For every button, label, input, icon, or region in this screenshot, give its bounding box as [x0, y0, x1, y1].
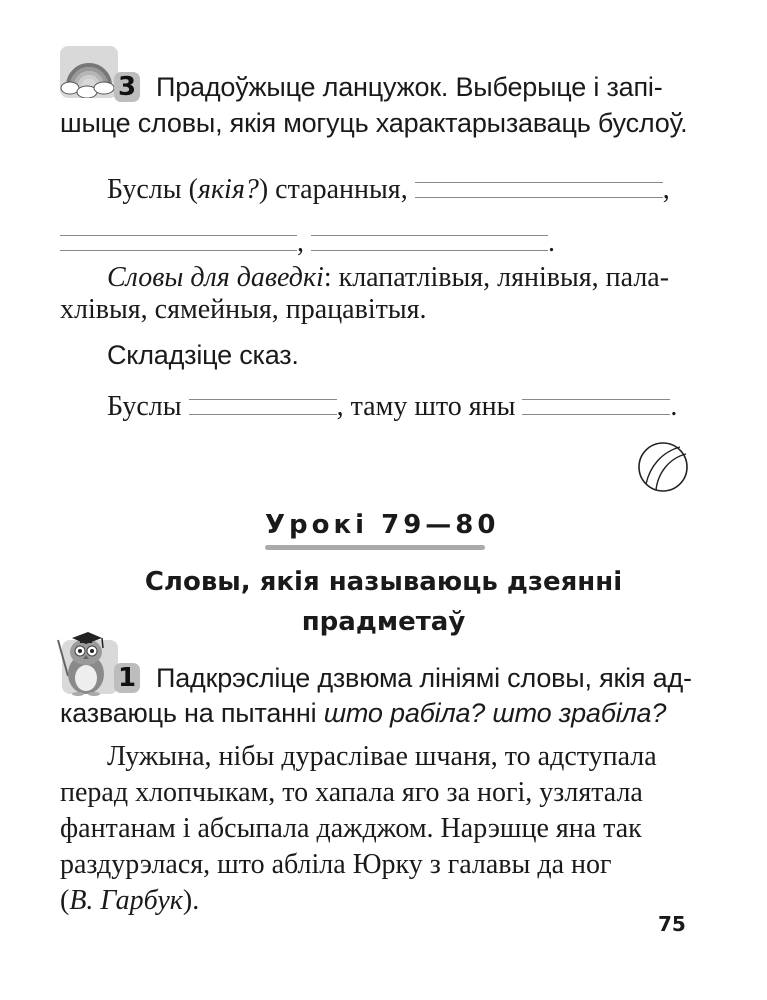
- exercise-3-number: 3: [114, 72, 140, 102]
- comma: ,: [662, 174, 670, 205]
- exercise-1-instruction-line1: Падкрэсліце дзвюма лініямі словы, якія ад-: [156, 663, 692, 693]
- paren-open: (: [60, 885, 70, 916]
- exercise-3-icon-badge: [60, 46, 118, 98]
- exercise-1-icon-badge: [62, 640, 118, 694]
- lesson-subtitle: [60, 562, 707, 642]
- instruction-questions: што рабіла? што зрабіла?: [323, 698, 667, 728]
- author-name: В. Гарбук: [69, 885, 183, 916]
- passage-line: перад хлопчыкам, то хапала яго за ногі, узлятала: [60, 777, 643, 808]
- lesson-title: Урокі 79—80: [265, 510, 500, 540]
- answer-blank-4[interactable]: [189, 413, 337, 415]
- passage-line: раздурэлася, што абліла Юрку з галавы да ног: [60, 849, 612, 880]
- sentence-end: .: [670, 391, 678, 422]
- chain-prefix: Буслы (: [107, 174, 198, 205]
- hint-words-1: : клапатлівыя, лянівыя, пала-: [323, 262, 670, 293]
- sentence-start: Буслы: [107, 391, 182, 422]
- paren-close: ).: [182, 885, 200, 916]
- task-compose-sentence: Складзіце сказ.: [107, 340, 299, 370]
- passage-line: Лужына, нібы дураслівае шчаня, то адступала: [107, 741, 657, 772]
- instruction-plain: казваюць на пытанні: [60, 698, 324, 728]
- answer-blank-3[interactable]: [311, 249, 548, 251]
- lesson-title-underline: [265, 545, 485, 550]
- hint-label: Словы для даведкі: [107, 262, 324, 293]
- ball-icon: [636, 440, 690, 494]
- page-number: 75: [658, 912, 686, 936]
- chain-sentence: [107, 175, 670, 205]
- chain-blanks-row: [60, 228, 555, 258]
- chain-suffix: ) старанныя,: [258, 174, 408, 205]
- exercise-1-instruction-line2: [60, 698, 666, 728]
- rainbow-icon: [60, 46, 118, 98]
- chain-question: якія?: [197, 174, 259, 205]
- comma: ,: [297, 227, 304, 258]
- answer-blank-5[interactable]: [522, 413, 670, 415]
- exercise-3-instruction-line1: Прадоўжыце ланцужок. Выберыце і запі-: [156, 72, 663, 102]
- exercise-1-number: 1: [114, 663, 140, 693]
- compose-sentence-line: [107, 392, 677, 422]
- exercise-3-instruction-line2: шыце словы, якія могуць характарызаваць буслоў.: [60, 108, 688, 138]
- passage-author: [60, 886, 199, 916]
- sentence-middle: , таму што яны: [336, 391, 516, 422]
- lesson-subtitle-line1: Словы, якія называюць дзеянні: [144, 567, 623, 597]
- answer-blank-2[interactable]: [60, 249, 297, 251]
- passage-line: фантанам і абсыпала дажджом. Нарэшце яна так: [60, 813, 642, 844]
- owl-teacher-icon: [56, 624, 116, 696]
- answer-blank-1[interactable]: [415, 196, 663, 198]
- hint-line1: [107, 263, 669, 293]
- lesson-subtitle-line2: прадметаў: [301, 607, 466, 637]
- period: .: [548, 227, 555, 258]
- hint-line2: хлівыя, сямейныя, працавітыя.: [60, 294, 427, 325]
